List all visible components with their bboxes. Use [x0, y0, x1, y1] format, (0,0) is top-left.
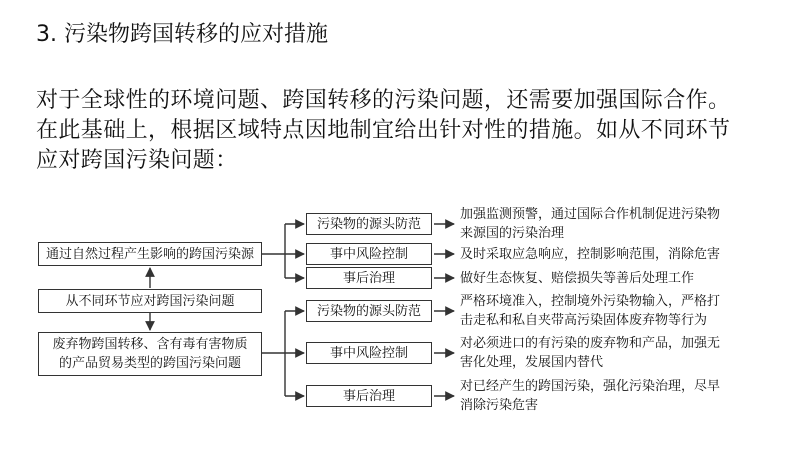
center-topic-label: 从不同环节应对跨国污染问题: [65, 293, 235, 309]
trade-problem-line: 废弃物跨国转移、含有毒有害物质: [52, 337, 248, 352]
paragraph-line: 应对跨国污染问题：: [36, 148, 238, 173]
desc-line: 严格环境准入，控制境外污染物输入，严格打: [460, 294, 721, 309]
trade-source-prevention-box: [306, 300, 432, 322]
natural-prevention-desc: [460, 205, 720, 243]
section-heading: 3. 污染物跨国转移的应对措施: [36, 22, 328, 47]
desc-line: 击走私和私自夹带高污染固体废弃物等行为: [460, 313, 708, 328]
desc-line: 来源国的污染治理: [460, 226, 565, 241]
natural-source-prevention-box: [306, 213, 432, 235]
natural-aftermath-box: [306, 267, 432, 289]
natural-source-box: [38, 242, 262, 266]
trade-problem-box: [38, 332, 262, 376]
desc-line: 对必须进口的有污染的废弃物和产品，加强无: [460, 336, 721, 351]
desc-line: 及时采取应急响应，控制影响范围，消除危害: [460, 247, 721, 262]
trade-prevention-desc: [460, 292, 720, 330]
paragraph-line: 在此基础上，根据区域特点因地制宜给出针对性的措施。如从不同环节: [36, 118, 731, 143]
branch-label: 污染物的源头防范: [316, 303, 421, 319]
desc-line: 害化处理，发展国内替代: [460, 355, 604, 370]
branch-label: 污染物的源头防范: [316, 216, 421, 232]
paragraph-line: 对于全球性的环境问题、跨国转移的污染问题，还需要加强国际合作。: [36, 88, 731, 113]
branch-label: 事中风险控制: [329, 345, 408, 361]
natural-risk-control-box: [306, 243, 432, 265]
center-topic-box: [38, 289, 262, 313]
natural-aftermath-desc: [460, 269, 694, 288]
natural-source-label: 通过自然过程产生影响的跨国污染源: [45, 246, 254, 262]
trade-risk-desc: [460, 334, 720, 372]
trade-risk-control-box: [306, 342, 432, 364]
trade-problem-line: 的产品贸易类型的跨国污染问题: [58, 356, 241, 371]
trade-aftermath-box: [306, 385, 432, 407]
trade-aftermath-desc: [460, 377, 720, 415]
desc-line: 做好生态恢复、赔偿损失等善后处理工作: [460, 271, 695, 286]
desc-line: 消除污染危害: [460, 398, 539, 413]
branch-label: 事后治理: [342, 270, 395, 286]
branch-label: 事后治理: [342, 388, 395, 404]
branch-label: 事中风险控制: [329, 246, 408, 262]
natural-risk-desc: [460, 245, 720, 264]
desc-line: 加强监测预警，通过国际合作机制促进污染物: [460, 207, 721, 222]
desc-line: 对已经产生的跨国污染，强化污染治理，尽早: [460, 379, 721, 394]
